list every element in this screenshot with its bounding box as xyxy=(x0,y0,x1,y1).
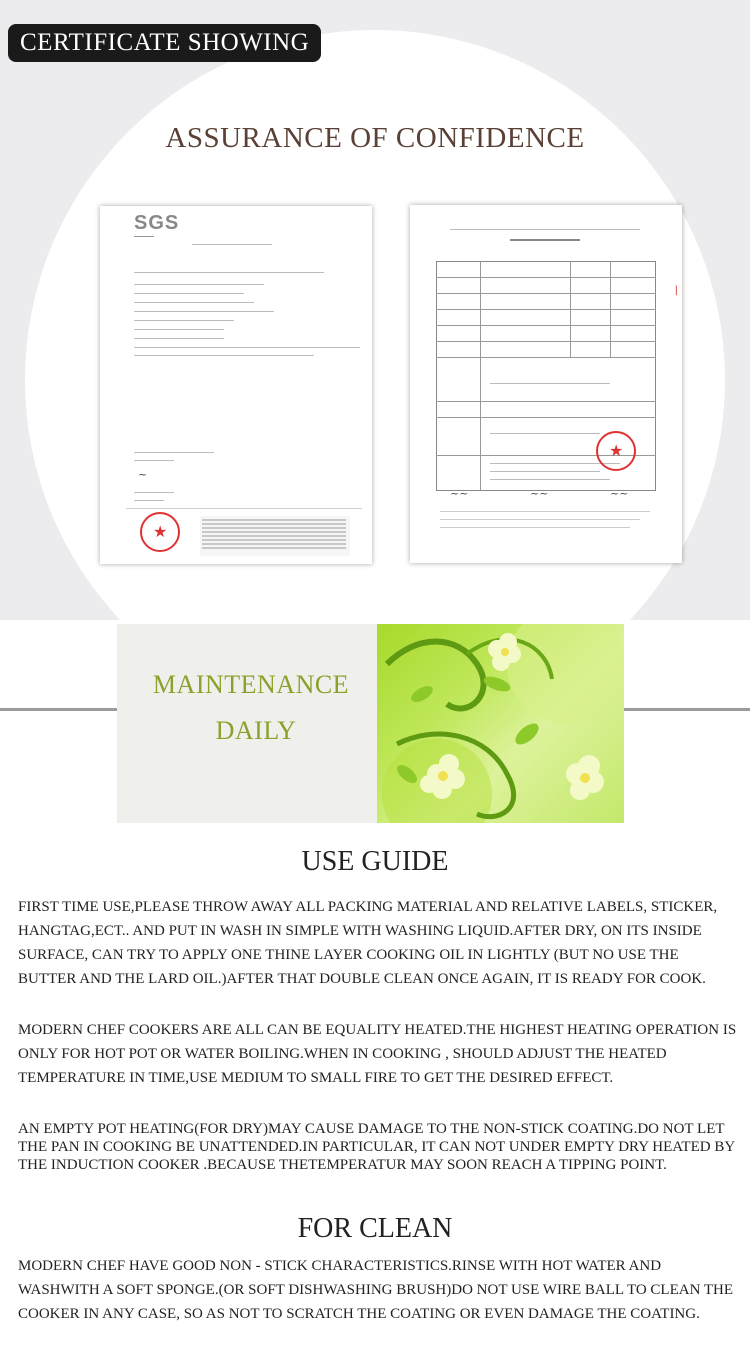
red-seal-icon: ★ xyxy=(596,431,636,471)
floral-decoration-image xyxy=(377,624,624,823)
signature-3: ~~ xyxy=(610,487,629,500)
certificate-showing-tag: CERTIFICATE SHOWING xyxy=(8,24,321,62)
certificate-section xyxy=(0,0,750,620)
red-stamp-icon: ★ xyxy=(140,512,180,552)
sgs-logo: SGS xyxy=(134,212,180,234)
maintenance-title: MAINTENANCE xyxy=(152,670,350,699)
fine-print-block xyxy=(200,516,350,556)
use-guide-paragraph-2: MODERN CHEF COOKERS ARE ALL CAN BE EQUALITY HEATED.THE HIGHEST HEATING OPERATION IS ONLY FOR HOT POT OR WATER BOILING.WHEN IN COOKING , SHOULD ADJUST THE HEATED TEMPERATURE IN TIME,USE MEDIUM TO SMALL FIRE TO GET THE DESIRED EFFECT. xyxy=(18,1022,737,1086)
daily-title: DAILY xyxy=(215,716,297,745)
signature-2: ~~ xyxy=(530,487,549,500)
for-clean-heading: FOR CLEAN xyxy=(297,1213,453,1244)
red-vertical-mark: | xyxy=(674,285,678,296)
use-guide-paragraph-3: AN EMPTY POT HEATING(FOR DRY)MAY CAUSE DAMAGE TO THE NON-STICK COATING.DO NOT LET THE PAN IN COOKING BE UNATTENDED.IN PARTICULAR, IT CAN NOT UNDER EMPTY DRY HEATED BY THE INDUCTION COOKER .BECAUSE THETEMPERATUR MAY SOON REACH A TIPPING POINT. xyxy=(18,1121,735,1173)
maintenance-band xyxy=(0,620,750,830)
assurance-heading: ASSURANCE OF CONFIDENCE xyxy=(165,122,585,154)
for-clean-paragraph: MODERN CHEF HAVE GOOD NON - STICK CHARACTERISTICS.RINSE WITH HOT WATER AND WASHWITH A SOFT SPONGE.(OR SOFT DISHWASHING BRUSH)DO NOT USE WIRE BALL TO CLEAN THE COOKER IN ANY CASE, SO AS NOT TO SCRATCH THE COATING OR EVEN DAMAGE THE COATING. xyxy=(18,1258,734,1322)
use-guide-paragraph-1: FIRST TIME USE,PLEASE THROW AWAY ALL PACKING MATERIAL AND RELATIVE LABELS, STICKER, HANGTAG,ECT.. AND PUT IN WASH IN SIMPLE WITH WASHING LIQUID.AFTER DRY, ON ITS INSIDE SURFACE, CAN TRY TO APPLY ONE THINE LAYER COOKING OIL IN LIGHTLY (BUT NO USE THE BUTTER AND THE LARD OIL.)AFTER THAT DOUBLE CLEAN ONCE AGAIN, IT IS READY FOR COOK. xyxy=(18,899,718,987)
divider-left xyxy=(0,708,118,711)
signature-mark: ~ xyxy=(138,468,148,481)
inspection-report-image xyxy=(410,205,682,563)
signature-1: ~~ xyxy=(450,487,469,500)
maintenance-panel xyxy=(117,624,377,823)
sgs-certificate-image xyxy=(100,206,372,564)
divider-right xyxy=(624,708,750,711)
use-guide-heading: USE GUIDE xyxy=(301,846,449,877)
